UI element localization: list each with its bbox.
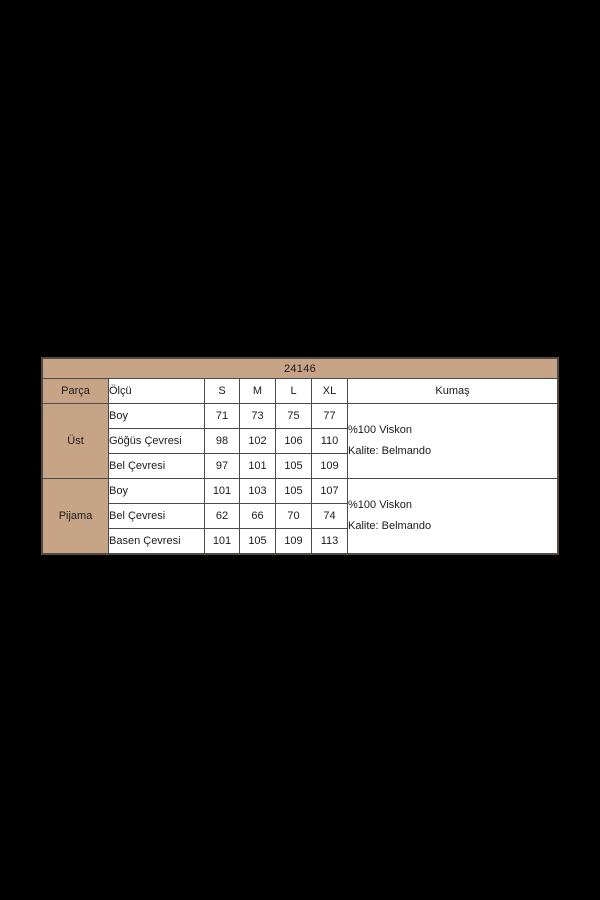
measure-value-xl: 74 [312, 504, 348, 529]
fabric-composition: %100 Viskon [348, 424, 413, 436]
header-size-s: S [205, 379, 240, 404]
measure-name: Göğüs Çevresi [109, 429, 205, 454]
measure-name: Boy [109, 404, 205, 429]
measure-value-xl: 109 [312, 454, 348, 479]
measure-value-l: 106 [276, 429, 312, 454]
table-header-row [43, 379, 558, 404]
header-measure: Ölçü [109, 379, 205, 404]
table-title: 24146 [43, 359, 558, 379]
measure-value-l: 109 [276, 529, 312, 554]
measure-name: Boy [109, 479, 205, 504]
table-row [43, 479, 558, 504]
fabric-quality: Kalite: Belmando [348, 520, 432, 532]
fabric-info-ust [348, 404, 558, 479]
group-label-ust: Üst [43, 404, 109, 479]
measure-value-l: 105 [276, 454, 312, 479]
table-row [43, 404, 558, 429]
measure-value-m: 102 [240, 429, 276, 454]
measure-value-l: 75 [276, 404, 312, 429]
measure-value-s: 97 [205, 454, 240, 479]
header-fabric: Kumaş [348, 379, 558, 404]
measure-value-l: 70 [276, 504, 312, 529]
measure-value-s: 62 [205, 504, 240, 529]
fabric-info-pijama [348, 479, 558, 554]
measure-value-xl: 113 [312, 529, 348, 554]
measure-name: Bel Çevresi [109, 504, 205, 529]
measure-value-s: 101 [205, 479, 240, 504]
measure-value-s: 101 [205, 529, 240, 554]
measure-value-m: 66 [240, 504, 276, 529]
fabric-composition: %100 Viskon [348, 499, 413, 511]
table-title-row [43, 359, 558, 379]
measure-value-xl: 107 [312, 479, 348, 504]
size-chart-sheet [41, 357, 559, 555]
header-size-xl: XL [312, 379, 348, 404]
measure-value-m: 105 [240, 529, 276, 554]
header-size-m: M [240, 379, 276, 404]
measure-value-m: 103 [240, 479, 276, 504]
measure-value-s: 71 [205, 404, 240, 429]
measure-value-m: 73 [240, 404, 276, 429]
header-size-l: L [276, 379, 312, 404]
measure-value-s: 98 [205, 429, 240, 454]
measure-value-l: 105 [276, 479, 312, 504]
measure-value-xl: 77 [312, 404, 348, 429]
size-chart-table [42, 358, 558, 554]
fabric-quality: Kalite: Belmando [348, 445, 432, 457]
measure-name: Basen Çevresi [109, 529, 205, 554]
group-label-pijama: Pijama [43, 479, 109, 554]
measure-name: Bel Çevresi [109, 454, 205, 479]
header-part: Parça [43, 379, 109, 404]
measure-value-xl: 110 [312, 429, 348, 454]
measure-value-m: 101 [240, 454, 276, 479]
